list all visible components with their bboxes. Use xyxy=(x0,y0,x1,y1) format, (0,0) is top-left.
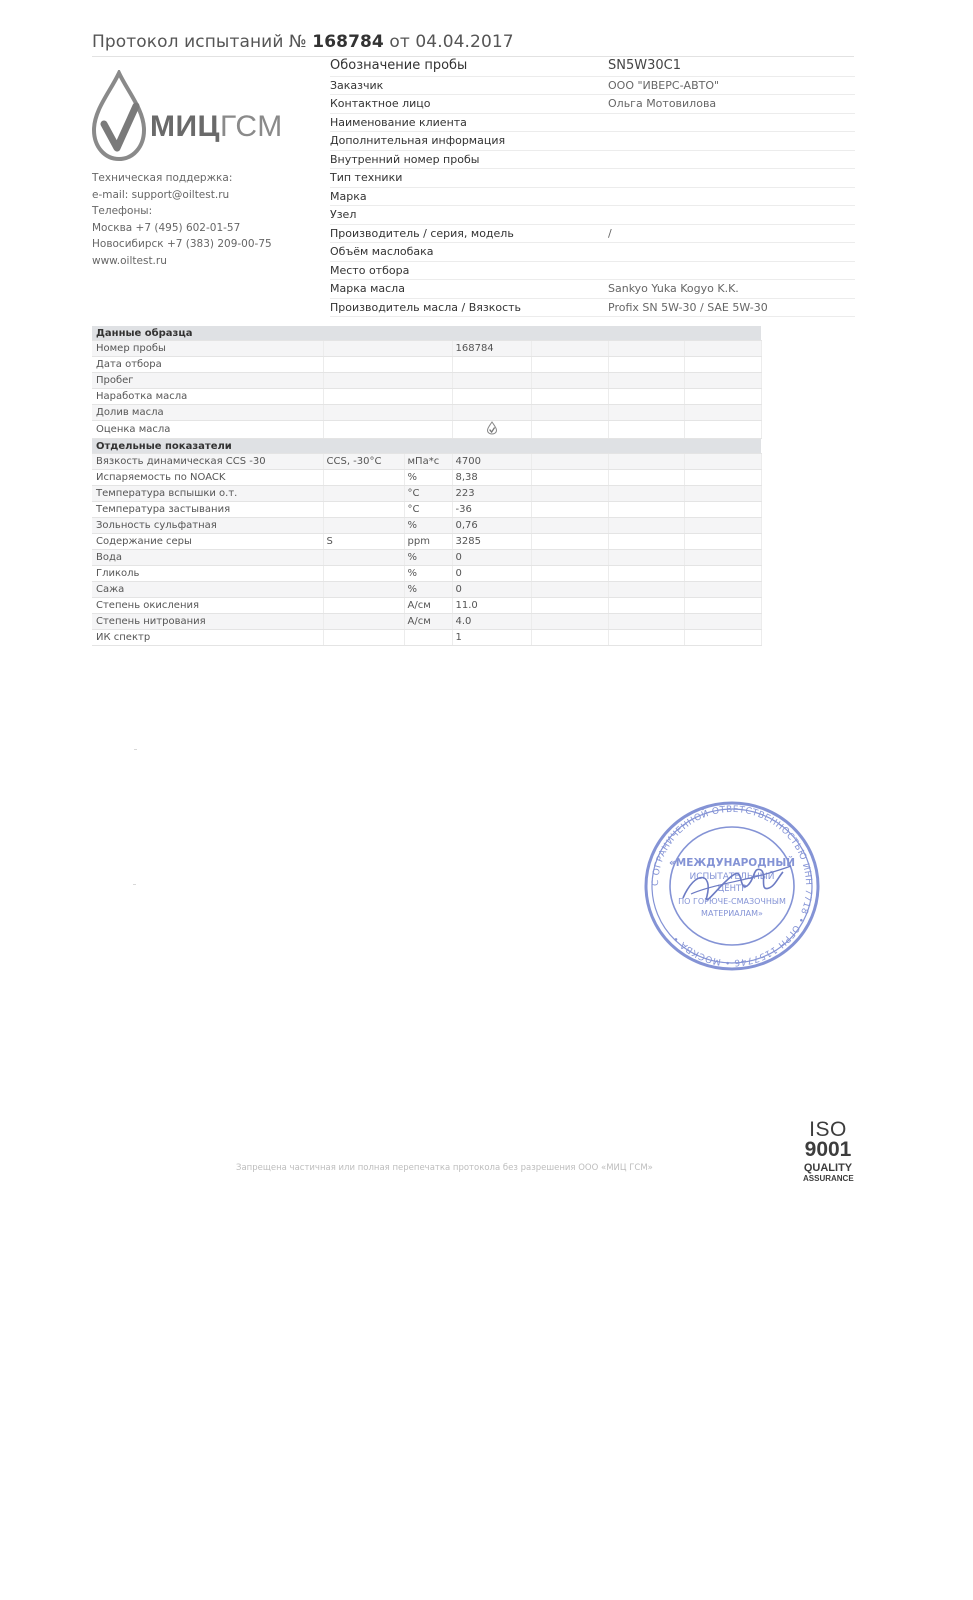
support-label: Техническая поддержка: xyxy=(92,172,233,184)
info-row-manufacturer: Производитель / серия, модель / xyxy=(330,225,855,244)
company-logo xyxy=(88,70,308,165)
svg-text:«МЕЖДУНАРОДНЫЙ: «МЕЖДУНАРОДНЫЙ xyxy=(668,857,796,869)
results-table xyxy=(92,326,762,646)
info-row-equipment-type: Тип техники xyxy=(330,169,855,188)
svg-text:ИСПЫТАТЕЛЬНЫЙ: ИСПЫТАТЕЛЬНЫЙ xyxy=(689,872,775,882)
oil-drop-logo-icon xyxy=(88,70,150,165)
info-row-sampling-point: Место отбора xyxy=(330,262,855,281)
info-row-designation: Обозначение пробы SN5W30C1 xyxy=(330,58,855,77)
table-row: Вязкость динамическая CCS -30 CCS, -30°C мПа*с 4700 xyxy=(92,454,761,470)
title-divider xyxy=(92,56,854,57)
scan-speck xyxy=(134,749,137,750)
website: www.oiltest.ru xyxy=(92,254,167,267)
info-row-contact: Контактное лицо Ольга Мотовилова xyxy=(330,95,855,114)
table-row: Испаряемость по NOACK % 8,38 xyxy=(92,470,761,486)
svg-text:ПО ГОРЮЧЕ-СМАЗОЧНЫМ: ПО ГОРЮЧЕ-СМАЗОЧНЫМ xyxy=(678,897,786,906)
protocol-title: Протокол испытаний № 168784 от 04.04.2017 xyxy=(92,32,514,52)
info-row-oil-brand: Марка масла Sankyo Yuka Kogyo K.K. xyxy=(330,280,855,299)
protocol-number: 168784 xyxy=(312,32,384,52)
svg-text:С ОГРАНИЧЕННОЙ ОТВЕТСТВЕННОСТЬ: С ОГРАНИЧЕННОЙ ОТВЕТСТВЕННОСТЬЮ ИНН 7718 • ОГРН 1157746 • МОСКВА • xyxy=(650,804,814,968)
table-row: Степень окисления A/см 11.0 xyxy=(92,598,761,614)
section-header-sample: Данные образца xyxy=(92,326,761,341)
contact-block xyxy=(92,170,272,269)
table-row: Гликоль % 0 xyxy=(92,566,761,582)
table-row: Дата отбора xyxy=(92,357,761,373)
info-row-client-name: Наименование клиента xyxy=(330,114,855,133)
round-seal-icon xyxy=(643,800,821,972)
table-row: Степень нитрования A/см 4.0 xyxy=(92,614,761,630)
section-header-indicators: Отдельные показатели xyxy=(92,439,761,454)
info-row-brand: Марка xyxy=(330,188,855,207)
sample-number-value: 168784 xyxy=(452,341,531,357)
sample-info-list xyxy=(330,58,855,317)
company-stamp xyxy=(643,800,821,972)
table-row: Оценка масла xyxy=(92,421,761,439)
table-row: Долив масла xyxy=(92,405,761,421)
logo-wordmark: МИЦГСМ xyxy=(150,110,283,143)
reprint-notice: Запрещена частичная или полная перепечатка протокола без разрешения ООО «МИЦ ГСМ» xyxy=(236,1163,653,1173)
table-row: Содержание серы S ppm 3285 xyxy=(92,534,761,550)
info-row-additional: Дополнительная информация xyxy=(330,132,855,151)
info-row-unit: Узел xyxy=(330,206,855,225)
scan-speck xyxy=(133,884,136,885)
table-row: ИК спектр 1 xyxy=(92,630,761,646)
phone-novosibirsk: Новосибирск +7 (383) 209-00-75 xyxy=(92,238,272,250)
svg-text:МАТЕРИАЛАМ»: МАТЕРИАЛАМ» xyxy=(701,909,763,918)
table-row: Температура застывания °C -36 xyxy=(92,502,761,518)
table-row: Вода % 0 xyxy=(92,550,761,566)
oil-drop-check-icon xyxy=(486,421,498,438)
table-row: Наработка масла xyxy=(92,389,761,405)
info-row-customer: Заказчик ООО "ИВЕРС-АВТО" xyxy=(330,77,855,96)
support-email: e-mail: support@oiltest.ru xyxy=(92,188,230,201)
info-row-tank-volume: Объём маслобака xyxy=(330,243,855,262)
iso-9001-badge: ISO 9001 QUALITY ASSURANCE xyxy=(803,1118,854,1183)
table-row: Сажа % 0 xyxy=(92,582,761,598)
phones-label: Телефоны: xyxy=(92,205,153,217)
phone-moscow: Москва +7 (495) 602-01-57 xyxy=(92,221,241,234)
info-row-oil-manufacturer: Производитель масла / Вязкость Profix SN 5W-30 / SAE 5W-30 xyxy=(330,299,855,318)
table-row: Зольность сульфатная % 0,76 xyxy=(92,518,761,534)
table-row: Температура вспышки о.т. °C 223 xyxy=(92,486,761,502)
table-row: Номер пробы 168784 xyxy=(92,341,761,357)
info-row-internal-number: Внутренний номер пробы xyxy=(330,151,855,170)
svg-text:ЦЕНТР: ЦЕНТР xyxy=(717,884,747,894)
table-row: Пробег xyxy=(92,373,761,389)
